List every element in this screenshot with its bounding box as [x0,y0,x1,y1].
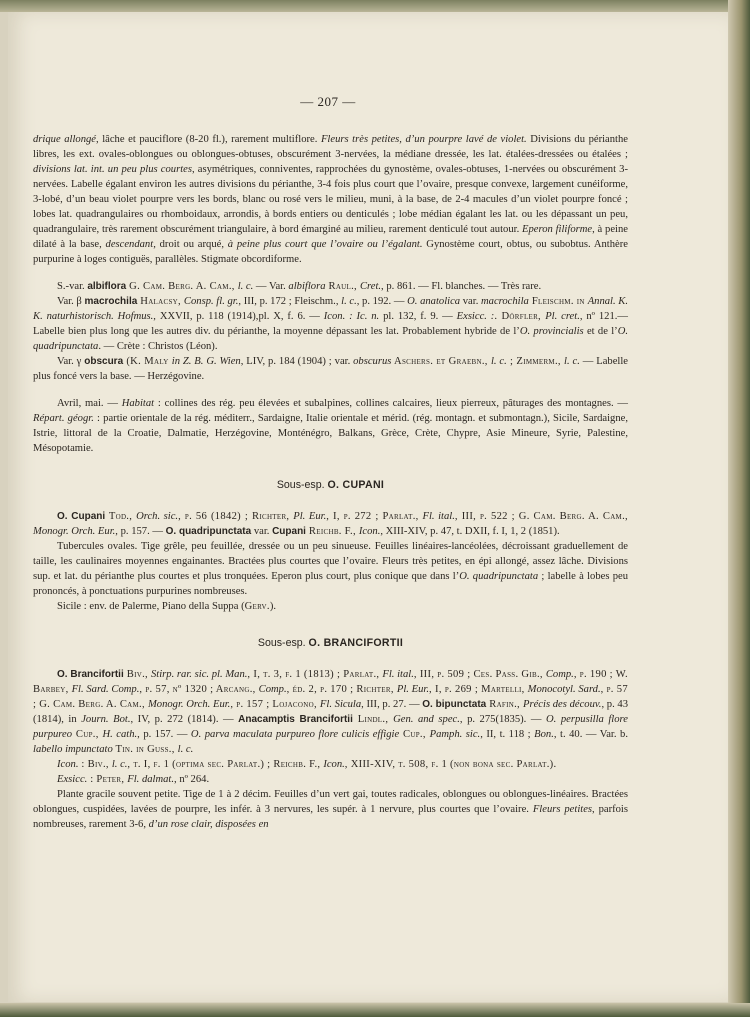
brancifortii-exsiccata: Exsicc. : Peter, Fl. dalmat., nº 264. [57,774,210,785]
brancifortii-icon: Icon. : Biv., l. c., t. I, f. 1 (optima sec. Parlat.) ; Reichb. F., Icon., XIII-XIV, t. 508, f. 1 (non bona sec. Parlat.). [57,759,557,770]
habitat-paragraph: Avril, mai. — Habitat : collines des rég. peu élevées et subalpines, collines calcaires, lieux pierreux, pâturages des montagnes. — Répart. géogr. : partie orientale de la rég. méditerr., Sardaigne, Italie orientale et mérid. (rég. montagn. et submontagn.), Sicile, Sardaigne, Istrie, littoral de la Croatie, Dalmatie, Herzégovine, Monténégro, Balkans, Grèce, Crète, Chypre, Asie Mineure, Syrie, Palestine, Mésopotamie. [33,398,629,454]
bottom-binding-band [0,1003,750,1017]
cupani-locality: Sicile : env. de Palerme, Piano della Suppa (Gerv.). [57,601,277,612]
cupani-description: Tubercules ovales. Tige grêle, peu feuillée, dressée ou un peu sinueuse. Feuilles linéaires-lancéolées, décroissant graduellement de taille, les caulinaires moyennes engainantes. Bractées plus courtes que l’ovaire. Fleurs très petites, en épi allongé, assez lâche. Divisions sup. et lat. du périanthe plus courtes et plus tronquées. Eperon plus court, plus conique que dans l’O. quadripunctata ; labelle à lobes peu prononcés, à ponctuations purpurines nombreuses. [33,541,629,597]
subspecies-heading-brancifortii: Sous-esp. O. BRANCIFORTII [257,637,404,649]
variety-albiflora: S.-var. albiflora G. Cam. Berg. A. Cam., l. c. — Var. albiflora Raul., Cret., p. 861. — Fl. blanches. — Très rare. [57,281,542,292]
variety-macrochila: Var. β macrochila Halacsy, Consp. fl. gr., III, p. 172 ; Fleischm., l. c., p. 192. — O. anatolica var. macrochila Fleischm. in Annal. K. K. naturhistorisch. Hofmus., XXVII, p. 118 (1914),pl. X, f. 6. — Icon. : Ic. n. pl. 132, f. 9. — Exsicc. :. Dörfler, Pl. cret., nº 121.— Labelle bien plus long que les autres div. du périanthe, la moyenne dépassant les lat. Probablement hybride de l’O. provincialis et de l’O. quadripunctata. — Crète : Christos (Léon). [33,296,629,352]
page-text [33,132,628,832]
cupani-synonymy: O. Cupani Tod., Orch. sic., p. 56 (1842) ; Richter, Pl. Eur., I, p. 272 ; Parlat., Fl. ital., III, p. 522 ; G. Cam. Berg. A. Cam., Monogr. Orch. Eur., p. 157. — O. quadripunctata var. Cupani Reichb. F., Icon., XIII-XIV, p. 47, t. DXII, f. I, 1, 2 (1851). [33,511,628,537]
brancifortii-description: Plante gracile souvent petite. Tige de 1 à 2 décim. Feuilles d’un vert gai, toutes radicales, oblongues ou oblongues-linéaires. Bractées oblongues, cuspidées, lavées de pourpre, les infér. à 3 nervures, les supér. à 1 nervure, plus courtes que l’ovaire. Fleurs petites, parfois nombreuses, rarement 3-6, d’un rose clair, disposées en [33,789,628,830]
top-binding-band [0,0,750,12]
brancifortii-synonymy: O. Brancifortii Biv., Stirp. rar. sic. pl. Man., I, t. 3, f. 1 (1813) ; Parlat., Fl. ital., III, p. 509 ; Ces. Pass. Gib., Comp., p. 190 ; W. Barbey, Fl. Sard. Comp., p. 57, nº 1320 ; Arcang., Comp., éd. 2, p. 170 ; Richter, Pl. Eur., I, p. 269 ; Martelli, Monocotyl. Sard., p. 57 ; G. Cam. Berg. A. Cam., Monogr. Orch. Eur., p. 157 ; Lojacono, Fl. Sicula, III, p. 27. — O. bipunctata Rafin., Précis des découv., p. 43 (1814), in Journ. Bot., IV, p. 272 (1814). — Anacamptis Brancifortii Lindl., Gen. and spec., p. 275(1835). — O. perpusilla flore purpureo Cup., H. cath., p. 157. — O. parva maculata purpureo flore culicis effigie Cup., Pamph. sic., II, t. 118 ; Bon., t. 40. — Var. b. labello impunctato Tin. in Guss., l. c. [33,669,629,755]
variety-obscura: Var. γ obscura (K. Maly in Z. B. G. Wien, LIV, p. 184 (1904) ; var. obscurus Aschers. et Graebn., l. c. ; Zimmerm., l. c. — Labelle plus foncé vers la base. — Herzégovine. [33,356,629,382]
book-page [8,12,728,1002]
page-number: — 207 — [300,94,356,109]
description-paragraph: drique allongé, lâche et pauciflore (8-20 fl.), rarement multiflore. Fleurs très petites, d’un pourpre lavé de violet. Divisions du périanthe libres, les ext. ovales-oblongues ou oblongues-obtuses, obscurément 3-nervées, la médiane dressée, les lat. étalées-dressées ou étalées ; divisions lat. int. un peu plus courtes, asymétriques, conniventes, rapprochées du gynostème, ovales-obtuses, 1-nervées ou obscurément 3-nervées. Labelle égalant environ les autres divisions du périanthe, 3-4 fois plus court que l’ovaire, presque convexe, largement cunéiforme, 3-lobé, d’un beau violet pourpre vers les bords, blanc ou rosé vers le milieu, muni, à la base, de 2-4 macules d’un violet pourpre foncé ; lobes lat. quadrangulaires ou rhomboidaux, arrondis, à bords entiers ou denticulés ; lobe médian égalant les lat. ou les dépassant un peu, quadrangulaire, très rarement obscurément triangulaire, à bord émarginé au milieu, rarement denticulé tout autour. Eperon filiforme, à peine dilaté à la base, descendant, droit ou arqué, à peine plus court que l’ovaire ou l’égalant. Gynostème court, obtus, ou subobtus. Anthère purpurine à loges contiguës, parallèles. Stigmate obcordiforme. [33,134,628,265]
book-binding-edge [728,0,750,1017]
subspecies-heading-cupani: Sous-esp. O. CUPANI [276,479,385,491]
